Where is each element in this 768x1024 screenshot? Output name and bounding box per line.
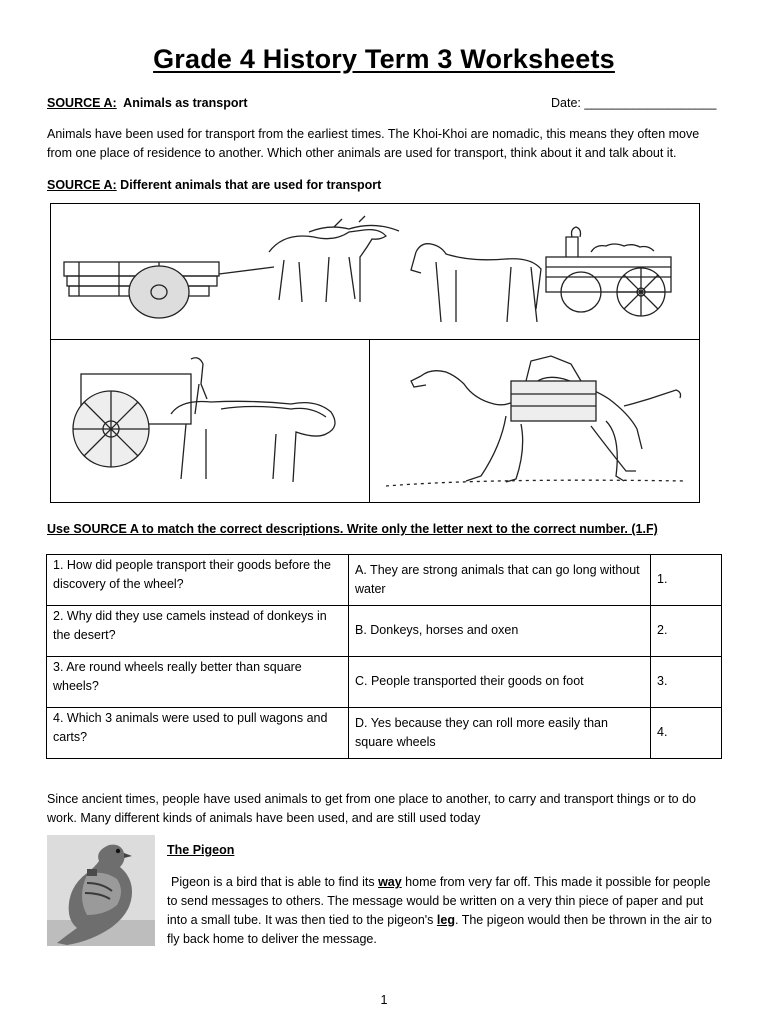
question-cell: 3. Are round wheels really better than square wheels? [47,657,349,708]
pigeon-word-leg: leg [436,913,455,927]
horse-and-cart-illustration [406,212,696,332]
oxen-pulling-wagon-illustration [61,354,361,494]
source-a-sub-title: Different animals that are used for transport [120,178,382,192]
question-cell: 4. Which 3 animals were used to pull wagons and carts? [47,708,349,759]
ox-cart-with-solid-wheel-illustration [59,212,404,327]
ancient-paragraph: Since ancient times, people have used animals to get from one place to another, to carry and transport things or to do work. Many different kinds of animals have been used, and are still used today [47,792,696,825]
source-a-image-grid [50,203,700,503]
pigeon-text-part-3: . The pigeon would then be thrown in the air to fly back home to deliver the message. [167,913,712,946]
answer-cell: B. Donkeys, horses and oxen [349,606,651,657]
table-row [47,657,722,708]
pigeon-word-way: way [378,875,402,889]
pigeon-text-part-2: home from very far off. This made it possible for people to send messages to others. The message would be written on a very thin piece of paper and put into a small tube. It was then tied to the pigeon's [167,875,711,927]
table-row [47,606,722,657]
date-field[interactable]: Date: ___________________ [551,96,717,110]
answer-number-cell[interactable]: 1. [651,555,722,606]
answer-number-cell[interactable]: 2. [651,606,722,657]
answer-number-cell[interactable]: 3. [651,657,722,708]
source-a-subheading [47,176,381,195]
question-cell: 2. Why did they use camels instead of donkeys in the desert? [47,606,349,657]
page-title: Grade 4 History Term 3 Worksheets [153,44,615,74]
answer-cell: A. They are strong animals that can go long without water [349,555,651,606]
pigeon-photo [47,835,155,946]
pigeon-paragraph [167,873,724,949]
source-a-heading [47,94,248,113]
matching-table [46,554,722,759]
page-number: 1 [380,993,388,1007]
pigeon-text-part-1: Pigeon is a bird that is able to find its [171,875,379,889]
pigeon-heading: The Pigeon [167,843,235,857]
answer-number-cell[interactable]: 4. [651,708,722,759]
camel-with-load-illustration [376,346,696,496]
question-cell: 1. How did people transport their goods before the discovery of the wheel? [47,555,349,606]
table-row [47,708,722,759]
source-a-sub-label: SOURCE A: [47,178,117,192]
answer-cell: C. People transported their goods on foot [349,657,651,708]
source-a-title: Animals as transport [123,96,248,110]
table-row [47,555,722,606]
source-a-label: SOURCE A: [47,96,117,110]
intro-paragraph: Animals have been used for transport from the earliest times. The Khoi-Khoi are nomadic, this means they often move from one place of residence to another. Which other animals are used for transport, think about it and talk about it. [47,127,700,160]
answer-cell: D. Yes because they can roll more easily than square wheels [349,708,651,759]
matching-instruction: Use SOURCE A to match the correct descriptions. Write only the letter next to the correct number. (1.F) [47,522,658,536]
